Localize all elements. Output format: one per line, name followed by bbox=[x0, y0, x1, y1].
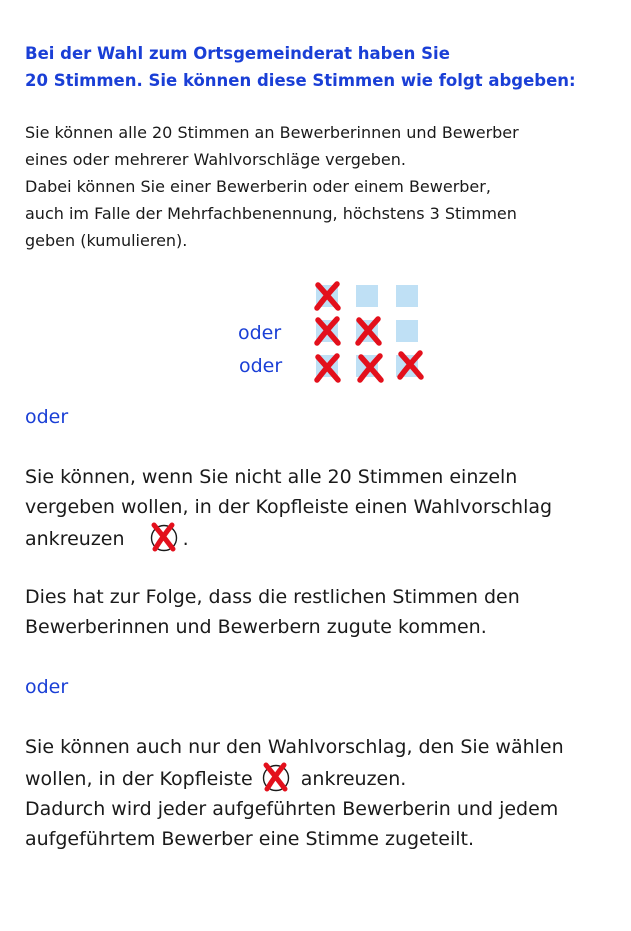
option-2-line-1: Sie können, wenn Sie nicht alle 20 Stimmen einzeln bbox=[25, 466, 518, 488]
option-2-line-2: vergeben wollen, in der Kopfleiste einen Wahlvorschlag bbox=[25, 496, 553, 518]
option-2-line-3-text: ankreuzen bbox=[25, 528, 125, 550]
example-oder-row-3: oder bbox=[239, 355, 283, 377]
red-cross-icon bbox=[353, 316, 383, 346]
option-3-line-2-after: ankreuzen. bbox=[300, 768, 407, 790]
option-2-paragraph bbox=[25, 462, 620, 554]
option-3-line-1: Sie können auch nur den Wahlvorschlag, den Sie wählen bbox=[25, 736, 564, 758]
vote-box bbox=[396, 320, 418, 342]
vote-box bbox=[356, 285, 378, 307]
vote-box bbox=[396, 285, 418, 307]
intro-paragraph bbox=[25, 119, 615, 254]
option-3-line-2-text: wollen, in der Kopfleiste bbox=[25, 768, 253, 790]
option-3-paragraph bbox=[25, 732, 620, 854]
intro-line-4: auch im Falle der Mehrfachbenennung, höchstens 3 Stimmen bbox=[25, 204, 517, 223]
red-cross-icon bbox=[355, 353, 385, 383]
circled-cross-icon bbox=[259, 762, 295, 792]
intro-line-3: Dabei können Sie einer Bewerberin oder einem Bewerber, bbox=[25, 177, 491, 196]
option-3-line-2 bbox=[25, 762, 620, 794]
oder-label-2: oder bbox=[25, 676, 69, 698]
heading-line-1: Bei der Wahl zum Ortsgemeinderat haben Sie bbox=[25, 44, 450, 63]
intro-line-5: geben (kumulieren). bbox=[25, 231, 188, 250]
circled-cross-icon bbox=[147, 522, 183, 552]
consequence-paragraph bbox=[25, 582, 620, 642]
heading-line-2: 20 Stimmen. Sie können diese Stimmen wie folgt abgeben: bbox=[25, 71, 576, 90]
red-cross-icon bbox=[395, 350, 425, 380]
option-3-line-4: aufgeführtem Bewerber eine Stimme zugeteilt. bbox=[25, 828, 474, 850]
red-cross-icon bbox=[312, 353, 342, 383]
option-3-line-3: Dadurch wird jeder aufgeführten Bewerberin und jedem bbox=[25, 798, 559, 820]
oder-label-1: oder bbox=[25, 406, 69, 428]
red-cross-icon bbox=[312, 281, 342, 311]
red-cross-icon bbox=[312, 316, 342, 346]
option-2-line-3 bbox=[25, 522, 620, 554]
intro-line-2: eines oder mehrerer Wahlvorschläge vergeben. bbox=[25, 150, 406, 169]
intro-line-1: Sie können alle 20 Stimmen an Bewerberinnen und Bewerber bbox=[25, 123, 519, 142]
consequence-line-1: Dies hat zur Folge, dass die restlichen Stimmen den bbox=[25, 586, 520, 608]
consequence-line-2: Bewerberinnen und Bewerbern zugute kommen. bbox=[25, 616, 487, 638]
heading bbox=[25, 40, 625, 94]
example-oder-row-2: oder bbox=[238, 322, 282, 344]
option-2-line-3-period: . bbox=[182, 528, 189, 550]
